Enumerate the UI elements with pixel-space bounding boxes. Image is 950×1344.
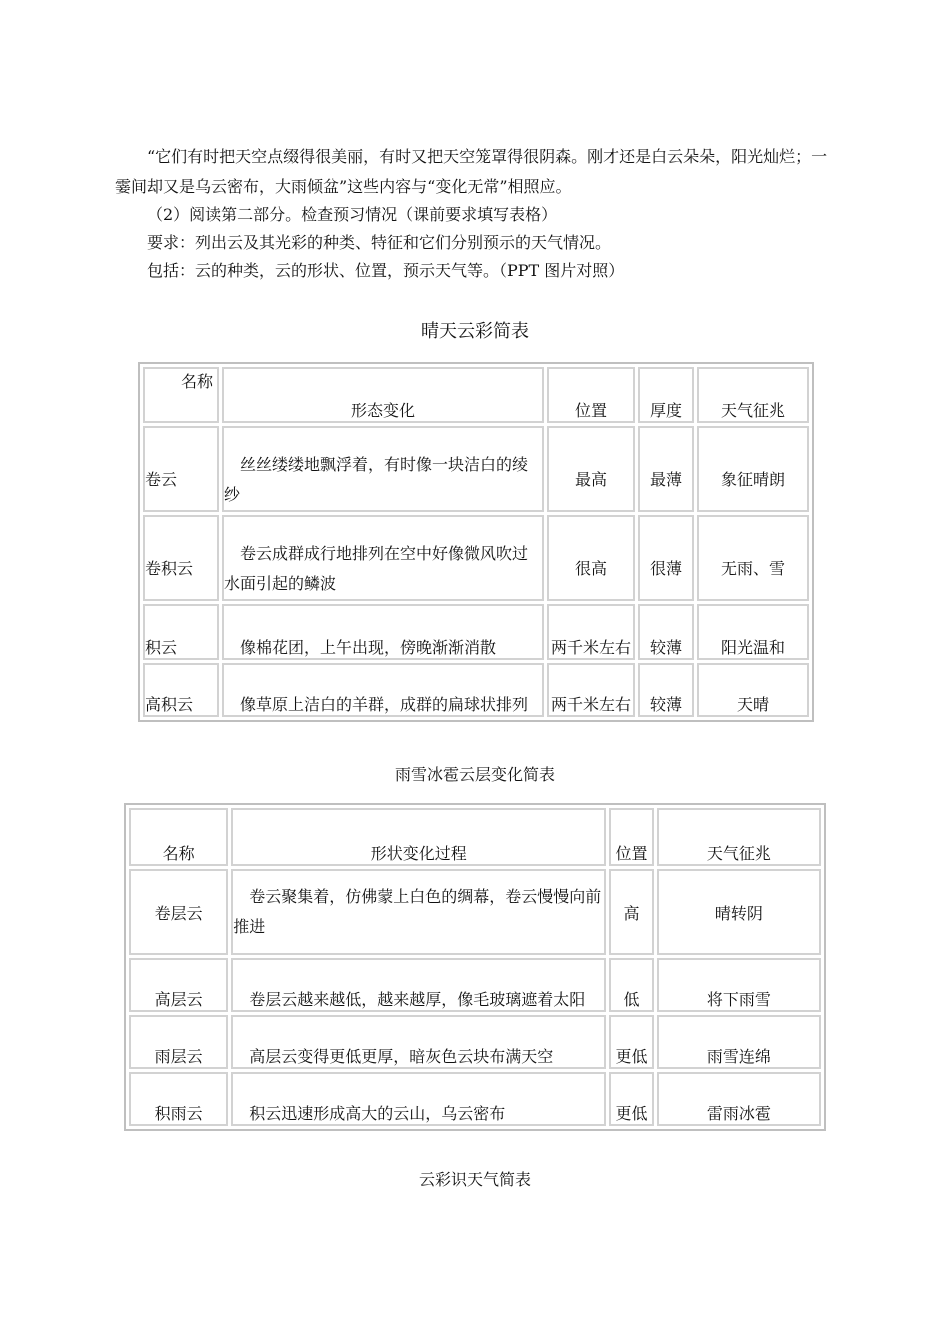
table-row bbox=[129, 1072, 821, 1126]
header-form: 形态变化 bbox=[222, 367, 544, 423]
table-header-row bbox=[143, 367, 809, 423]
cell-name: 高积云 bbox=[143, 663, 219, 717]
paragraph-step2: （2）阅读第二部分。检查预习情况（课前要求填写表格） bbox=[147, 205, 558, 224]
header-weather: 天气征兆 bbox=[697, 367, 809, 423]
cell-position: 低 bbox=[609, 958, 654, 1012]
cell-position: 高 bbox=[609, 869, 654, 955]
rain-snow-cloud-table bbox=[124, 803, 826, 1131]
header-weather: 天气征兆 bbox=[657, 808, 821, 866]
cell-name: 高层云 bbox=[129, 958, 228, 1012]
cell-position: 很高 bbox=[547, 515, 635, 601]
table3-caption: 云彩识天气简表 bbox=[418, 1170, 531, 1189]
header-thickness: 厚度 bbox=[638, 367, 694, 423]
cell-form: 像草原上洁白的羊群，成群的扁球状排列 bbox=[222, 663, 544, 717]
cell-thickness: 较薄 bbox=[638, 663, 694, 717]
table2-caption: 雨雪冰雹云层变化简表 bbox=[394, 765, 555, 784]
cell-thickness: 很薄 bbox=[638, 515, 694, 601]
table-header-row bbox=[129, 808, 821, 866]
cell-position: 两千米左右 bbox=[547, 604, 635, 660]
cell-weather: 雨雪连绵 bbox=[657, 1015, 821, 1069]
cell-weather: 无雨、雪 bbox=[697, 515, 809, 601]
cell-process: 积云迅速形成高大的云山，乌云密布 bbox=[231, 1072, 606, 1126]
cell-process: 高层云变得更低更厚，暗灰色云块布满天空 bbox=[231, 1015, 606, 1069]
cell-thickness: 较薄 bbox=[638, 604, 694, 660]
cell-thickness: 最薄 bbox=[638, 426, 694, 512]
cell-name: 卷云 bbox=[143, 426, 219, 512]
cell-name: 雨层云 bbox=[129, 1015, 228, 1069]
cell-weather: 天晴 bbox=[697, 663, 809, 717]
cell-form: 丝丝缕缕地飘浮着，有时像一块洁白的绫纱 bbox=[222, 426, 544, 512]
table-row bbox=[143, 663, 809, 717]
paragraph-quote: “它们有时把天空点缀得很美丽，有时又把天空笼罩得很阴森。刚才还是白云朵朵，阳光灿烂；一霎间却又是乌云密布，大雨倾盆”这些内容与“变化无常”相照应。 bbox=[115, 147, 828, 196]
cell-form: 像棉花团，上午出现，傍晚渐渐消散 bbox=[222, 604, 544, 660]
table-row bbox=[129, 869, 821, 955]
header-position: 位置 bbox=[609, 808, 654, 866]
header-position: 位置 bbox=[547, 367, 635, 423]
table-row bbox=[143, 426, 809, 512]
cell-weather: 象征晴朗 bbox=[697, 426, 809, 512]
cell-process: 卷云聚集着，仿佛蒙上白色的绸幕，卷云慢慢向前推进 bbox=[231, 869, 606, 955]
cell-name: 卷层云 bbox=[129, 869, 228, 955]
paragraph-requirement: 要求：列出云及其光彩的种类、特征和它们分别预示的天气情况。 bbox=[147, 233, 612, 252]
table-row bbox=[129, 1015, 821, 1069]
cell-name: 卷积云 bbox=[143, 515, 219, 601]
header-name: 名称 bbox=[129, 808, 228, 866]
cell-position: 更低 bbox=[609, 1015, 654, 1069]
header-process: 形状变化过程 bbox=[231, 808, 606, 866]
cell-weather: 晴转阴 bbox=[657, 869, 821, 955]
cell-position: 更低 bbox=[609, 1072, 654, 1126]
cell-weather: 雷雨冰雹 bbox=[657, 1072, 821, 1126]
cell-weather: 阳光温和 bbox=[697, 604, 809, 660]
cell-weather: 将下雨雪 bbox=[657, 958, 821, 1012]
cell-position: 两千米左右 bbox=[547, 663, 635, 717]
cell-form: 卷云成群成行地排列在空中好像微风吹过水面引起的鳞波 bbox=[222, 515, 544, 601]
cell-position: 最高 bbox=[547, 426, 635, 512]
cell-process: 卷层云越来越低，越来越厚，像毛玻璃遮着太阳 bbox=[231, 958, 606, 1012]
table-row bbox=[143, 604, 809, 660]
cell-name: 积雨云 bbox=[129, 1072, 228, 1126]
cell-name: 积云 bbox=[143, 604, 219, 660]
table-row bbox=[129, 958, 821, 1012]
table-row bbox=[143, 515, 809, 601]
table1-caption: 晴天云彩简表 bbox=[421, 321, 529, 342]
paragraph-includes: 包括：云的种类，云的形状、位置，预示天气等。（PPT 图片对照） bbox=[147, 261, 625, 280]
header-name: 名称 bbox=[143, 367, 219, 423]
sunny-cloud-table bbox=[138, 362, 814, 722]
